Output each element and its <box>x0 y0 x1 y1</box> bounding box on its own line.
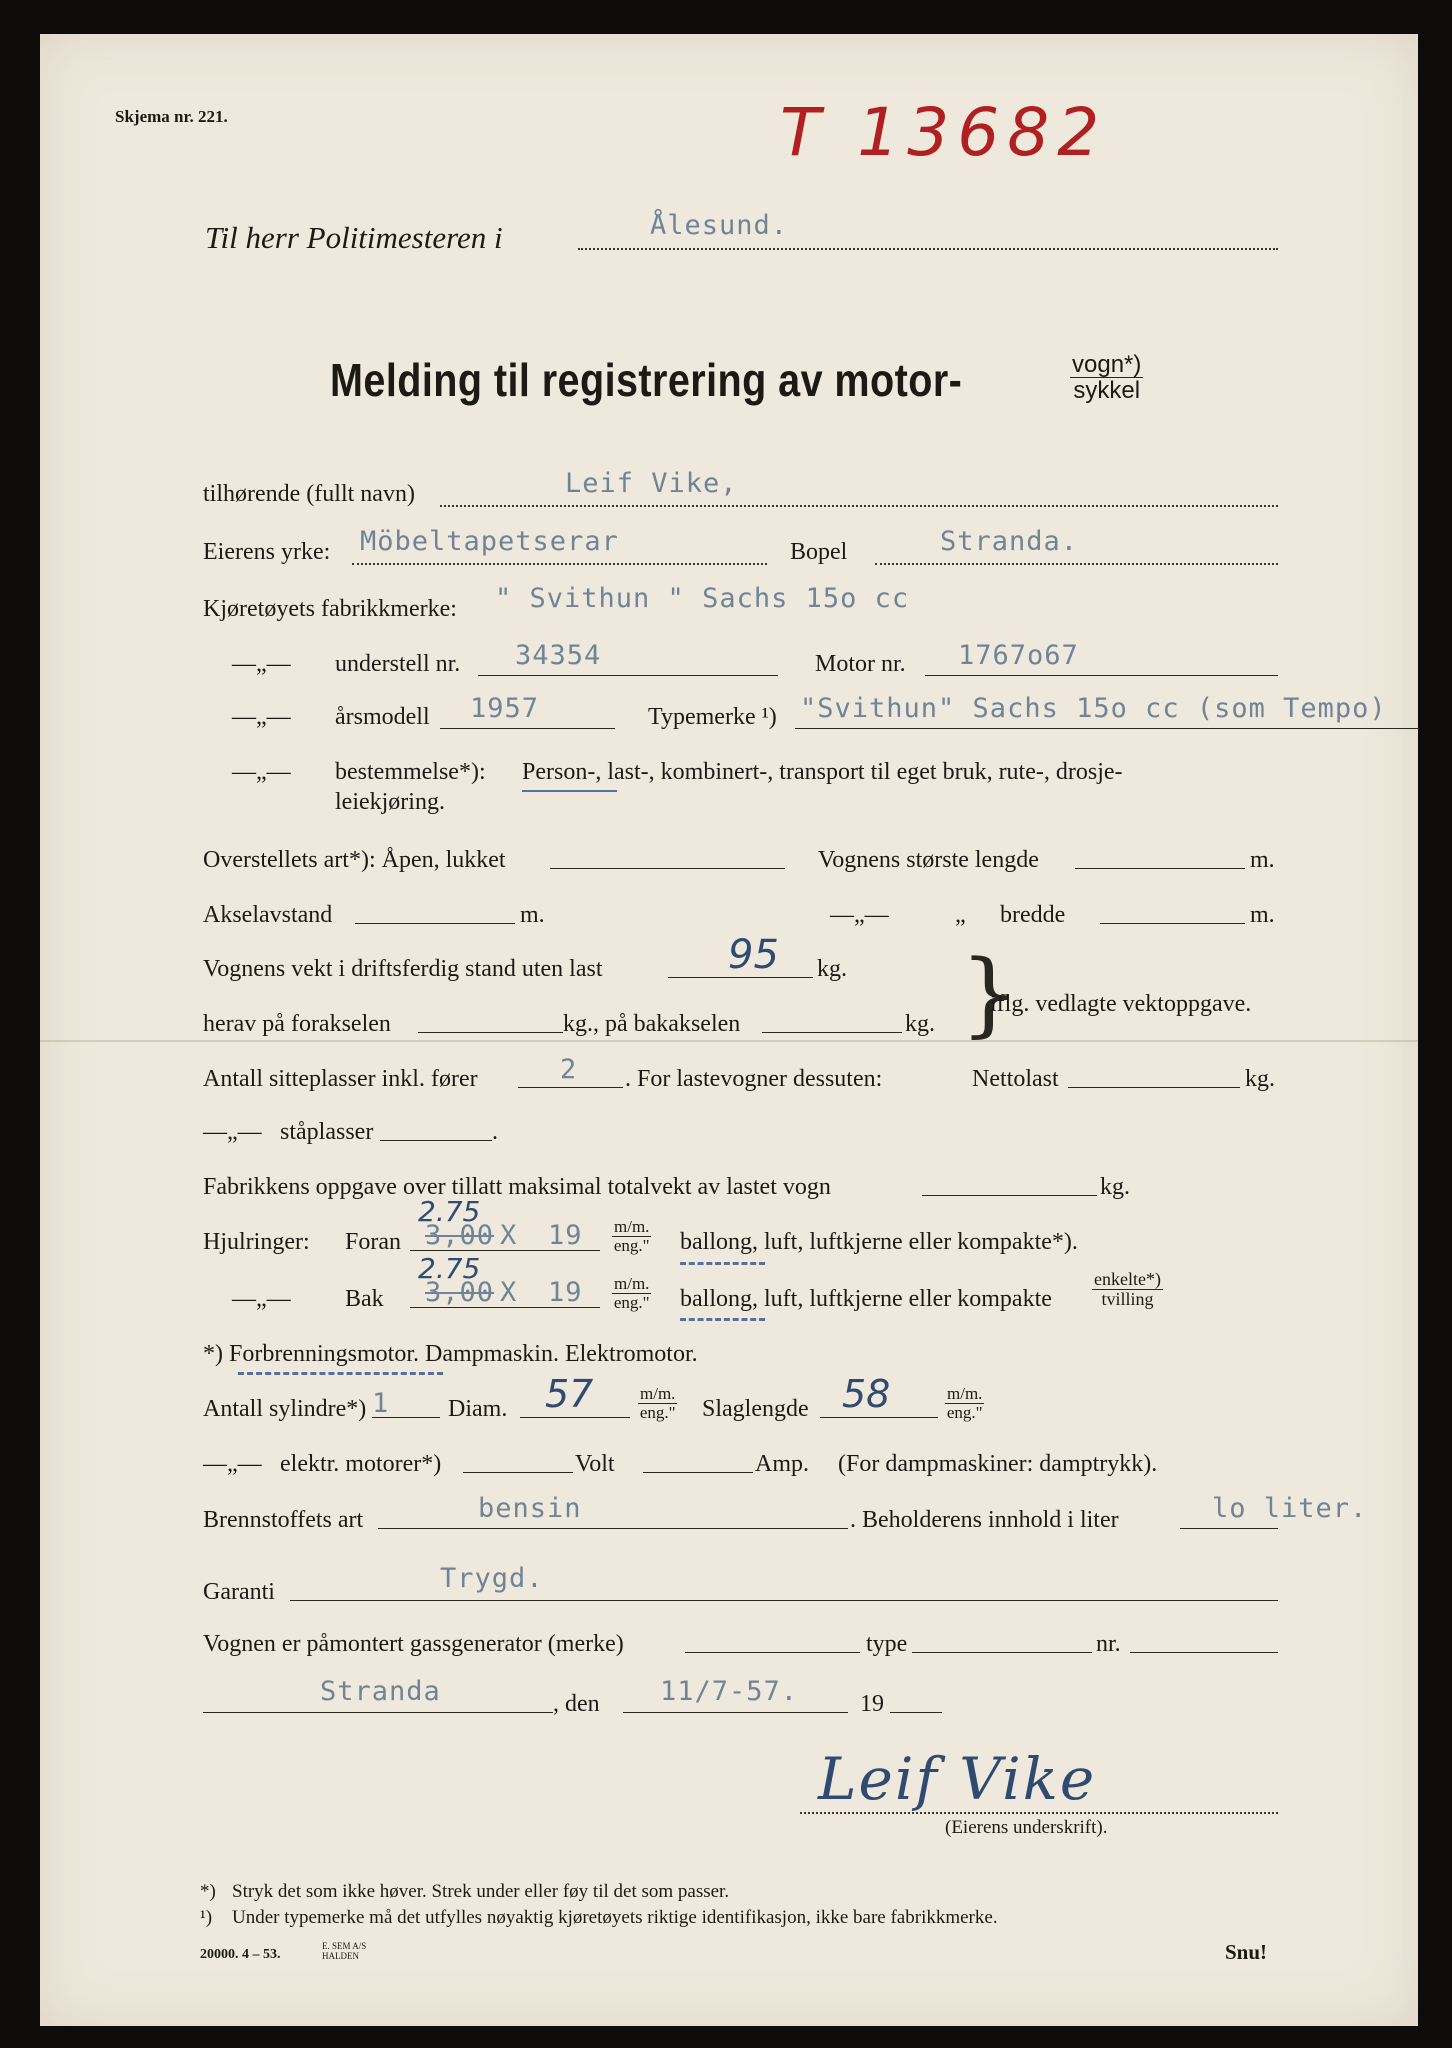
wheelbase-label: Akselavstand <box>203 902 333 928</box>
stroke-units: m/m. eng." <box>946 1384 983 1422</box>
engine-types: *) Forbrenningsmotor. Dampmaskin. Elektromotor. <box>203 1341 698 1367</box>
diam-label: Diam. <box>448 1396 508 1422</box>
diam-units: m/m. eng." <box>639 1384 676 1422</box>
purpose-options: Person-, last-, kombinert-, transport til eget bruk, rute-, drosje- <box>522 759 1123 785</box>
rear-tire-types: ballong, luft, luftkjerne eller kompakte <box>680 1286 1052 1312</box>
weight-label: Vognens vekt i driftsferdig stand uten last <box>203 956 603 982</box>
max-weight-label: Fabrikkens oppgave over tillatt maksimal totalvekt av lastet vogn <box>203 1174 831 1200</box>
rear-tire-old: 3,00 <box>425 1277 495 1308</box>
seats-label: Antall sitteplasser inkl. fører <box>203 1066 478 1092</box>
owner-signature: Leif Vike <box>818 1745 1097 1813</box>
weight-note: iflg. vedlagte vektoppgave. <box>990 991 1252 1017</box>
weight-brace: } <box>960 940 1019 1047</box>
tank-label: . Beholderens innhold i liter <box>850 1507 1119 1533</box>
occupation-label: Eierens yrke: <box>203 539 331 565</box>
printer-mark: E. SEM A/S HALDEN <box>322 1941 367 1961</box>
cargo-label: . For lastevogner dessuten: <box>625 1066 883 1092</box>
body-label: Overstellets art*): Åpen, lukket <box>203 847 506 873</box>
weight-value: 95 <box>728 932 779 978</box>
front-axle-label: herav på forakselen <box>203 1011 391 1037</box>
gas-type-label: type <box>866 1631 908 1657</box>
date-label: , den <box>553 1691 600 1717</box>
occupation-value: Möbeltapetserar <box>360 526 619 557</box>
rear-tire-underline <box>680 1318 765 1321</box>
type-value: "Svithun" Sachs 15o cc (som Tempo) <box>800 693 1387 724</box>
make-label: Kjøretøyets fabrikkmerke: <box>203 596 457 622</box>
guarantee-value: Trygd. <box>440 1563 544 1594</box>
diam-value: 57 <box>545 1372 594 1416</box>
front-tire-types: ballong, luft, luftkjerne eller kompakte*). <box>680 1229 1078 1255</box>
schema-number: Skjema nr. 221. <box>115 107 228 126</box>
turn-over-note: Snu! <box>1225 1940 1268 1964</box>
motor-value: 1767o67 <box>958 640 1079 671</box>
front-tire-new: 2.75 <box>418 1195 481 1228</box>
fuel-label: Brennstoffets art <box>203 1507 364 1533</box>
chassis-value: 34354 <box>515 640 602 671</box>
page-title: Melding til registrering av motor- <box>330 354 963 406</box>
addressee-value: Ålesund. <box>650 210 789 241</box>
type-label: Typemerke ¹) <box>648 704 777 730</box>
title-fraction: vogn*) sykkel <box>1072 351 1142 405</box>
paper-fold <box>40 1040 1418 1042</box>
year-prefix: 19 <box>860 1691 884 1717</box>
ditto-mark: —„— <box>232 651 291 677</box>
residence-label: Bopel <box>790 539 848 565</box>
tires-label: Hjulringer: <box>203 1229 310 1255</box>
guarantee-label: Garanti <box>203 1579 275 1605</box>
rear-tire-units: m/m. eng." <box>613 1274 650 1312</box>
tank-value: lo liter. <box>1212 1493 1368 1524</box>
length-label: Vognens største lengde <box>818 847 1039 873</box>
print-run: 20000. 4 – 53. <box>200 1947 281 1962</box>
owner-value: Leif Vike, <box>565 468 738 499</box>
year-label: årsmodell <box>335 704 430 730</box>
steam-label: (For dampmaskiner: damptrykk). <box>838 1451 1158 1477</box>
front-tire-underline <box>680 1262 765 1265</box>
engine-underline <box>238 1372 443 1375</box>
electric-label: elektr. motorer*) <box>280 1451 442 1477</box>
payload-label: Nettolast <box>972 1066 1059 1092</box>
stroke-value: 58 <box>842 1372 891 1416</box>
purpose-label: bestemmelse*): <box>335 759 486 785</box>
volt-label: Volt <box>575 1451 615 1477</box>
owner-label: tilhørende (fullt navn) <box>203 481 415 507</box>
front-label: Foran <box>345 1229 401 1255</box>
width-label: bredde <box>1000 902 1066 928</box>
purpose-line2: leiekjøring. <box>335 789 445 815</box>
rear-tire-new: 2.75 <box>418 1252 481 1285</box>
seats-value: 2 <box>560 1054 578 1085</box>
footnote-1: Stryk det som ikke høver. Strek under eller føy til det som passer. <box>232 1881 730 1902</box>
rear-tire-mount: enkelte*) tvilling <box>1094 1269 1161 1309</box>
stamp-number: T 13682 <box>780 94 1108 171</box>
make-value: " Svithun " Sachs 15o cc <box>495 583 910 614</box>
rear-label: Bak <box>345 1286 384 1312</box>
gas-label: Vognen er påmontert gassgenerator (merke) <box>203 1631 624 1657</box>
signature-caption: (Eierens underskrift). <box>945 1817 1108 1838</box>
addressee-label: Til herr Politimesteren i <box>205 220 503 255</box>
footnote-2: Under typemerke må det utfylles nøyaktig kjøretøyets riktige identifikasjon, ikke bare fabrikkmerke. <box>232 1907 998 1928</box>
cylinders-label: Antall sylindre*) <box>203 1396 367 1422</box>
rear-axle-label: kg., på bakakselen <box>563 1011 741 1037</box>
purpose-underline <box>522 790 617 792</box>
residence-value: Stranda. <box>940 526 1079 557</box>
motor-label: Motor nr. <box>815 651 906 677</box>
fuel-value: bensin <box>478 1493 582 1524</box>
front-tire-units: m/m. eng." <box>613 1217 650 1255</box>
cylinders-value: 1 <box>372 1388 390 1419</box>
standing-label: ståplasser <box>280 1119 374 1145</box>
year-value: 1957 <box>470 693 540 724</box>
chassis-label: understell nr. <box>335 651 461 677</box>
stroke-label: Slaglengde <box>702 1396 809 1422</box>
gas-nr-label: nr. <box>1096 1631 1121 1657</box>
amp-label: Amp. <box>755 1451 809 1477</box>
front-tire-old: 3,00 <box>425 1220 495 1251</box>
date-value: 11/7-57. <box>660 1676 799 1707</box>
place-value: Stranda <box>320 1676 441 1707</box>
